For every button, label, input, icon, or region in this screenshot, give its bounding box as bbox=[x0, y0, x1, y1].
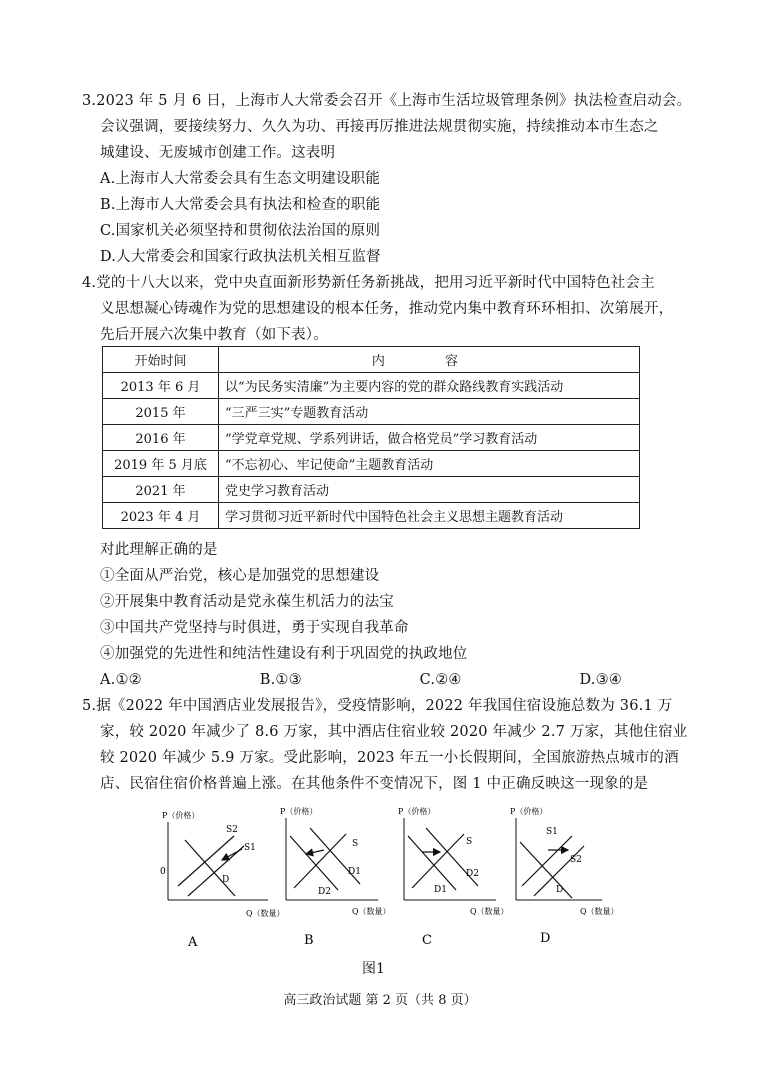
graph-d-label: S2 bbox=[570, 855, 582, 865]
page-footer: 高三政治试题 第 2 页（共 8 页） bbox=[283, 993, 477, 1008]
q4-line: 义思想凝心铸魂作为党的思想建设的根本任务，推动党内集中教育环环相扣、次第展开， bbox=[100, 301, 674, 317]
graph-a-label: S2 bbox=[226, 825, 238, 835]
graph-c-label: D1 bbox=[434, 885, 447, 895]
q4-statement: ①全面从严治党，核心是加强党的思想建设 bbox=[100, 568, 380, 584]
graph-c-label: S bbox=[466, 837, 473, 847]
graph-d-letter: D bbox=[540, 931, 551, 946]
q4-option-c[interactable]: C.②④ bbox=[419, 672, 462, 688]
question-4 bbox=[82, 270, 682, 348]
table-row bbox=[103, 477, 640, 503]
graph-d[interactable] bbox=[510, 806, 619, 946]
q5-line: 店、民宿住宿价格普遍上涨。在其他条件不变情况下，图 1 中正确反映这一现象的是 bbox=[100, 776, 649, 792]
q4-option-b[interactable]: B.①③ bbox=[259, 672, 302, 688]
table-cell-time: 2016 年 bbox=[103, 425, 219, 451]
graph-b[interactable] bbox=[280, 806, 391, 948]
table-row bbox=[103, 399, 640, 425]
graph-a[interactable] bbox=[160, 810, 285, 950]
table-cell-time: 2019 年 5 月底 bbox=[103, 451, 219, 477]
q5-line: 5.据《2022 年中国酒店业发展报告》，受疫情影响，2022 年我国住宿设施总数为 36.1 万 bbox=[82, 698, 673, 714]
graph-c-label: D2 bbox=[466, 869, 479, 879]
q3-line: 3.2023 年 5 月 6 日，上海市人大常委会召开《上海市生活垃圾管理条例》执法检查启动会。 bbox=[82, 93, 692, 109]
graph-b-label: D2 bbox=[318, 887, 331, 897]
education-table bbox=[102, 346, 640, 529]
q4-statement: ④加强党的先进性和纯洁性建设有利于巩固党的执政地位 bbox=[100, 646, 468, 662]
q4-option-a[interactable]: A.①② bbox=[100, 672, 142, 688]
table-row bbox=[103, 451, 640, 477]
q5-line: 家，较 2020 年减少了 8.6 万家，其中酒店住宿业较 2020 年减少 2.7 万家，其他住宿业 bbox=[100, 724, 688, 740]
graph-b-label: D1 bbox=[348, 867, 361, 877]
table-cell-time: 2023 年 4 月 bbox=[103, 503, 219, 529]
graph-c-ylabel: P（价格） bbox=[398, 807, 436, 816]
table-cell-time: 2021 年 bbox=[103, 477, 219, 503]
q4-line: 先后开展六次集中教育（如下表）。 bbox=[100, 327, 328, 343]
graph-d-ylabel: P（价格） bbox=[510, 807, 548, 816]
figure-1-graphs bbox=[150, 806, 619, 976]
q3-option-b[interactable]: B.上海市人大常委会具有执法和检查的职能 bbox=[100, 197, 381, 213]
graph-c-xlabel: Q（数量） bbox=[470, 907, 509, 916]
graph-a-label: S1 bbox=[244, 843, 256, 853]
table-cell-content: “三严三实”专题教育活动 bbox=[219, 399, 640, 425]
table-cell-content: “学党章党规、学系列讲话，做合格党员”学习教育活动 bbox=[219, 425, 640, 451]
table-header-time: 开始时间 bbox=[103, 347, 219, 373]
q3-option-d[interactable]: D.人大常委会和国家行政执法机关相互监督 bbox=[100, 249, 381, 265]
table-row bbox=[103, 373, 640, 399]
q4-option-d[interactable]: D.③④ bbox=[579, 672, 622, 688]
table-header-content: 内 容 bbox=[219, 347, 640, 373]
table-cell-content: 党史学习教育活动 bbox=[219, 477, 640, 503]
q3-option-c[interactable]: C.国家机关必须坚持和贯彻依法治国的原则 bbox=[100, 223, 381, 239]
graph-b-ylabel: P（价格） bbox=[280, 807, 318, 816]
q4-statement: ②开展集中教育活动是党永葆生机活力的法宝 bbox=[100, 594, 394, 610]
q4-statement: ③中国共产党坚持与时俱进，勇于实现自我革命 bbox=[100, 620, 409, 636]
question-5 bbox=[82, 693, 688, 797]
table-cell-content: 以“为民务实清廉”为主要内容的党的群众路线教育实践活动 bbox=[219, 373, 640, 399]
graph-a-ylabel: P（价格） bbox=[162, 811, 200, 820]
graph-b-xlabel: Q（数量） bbox=[352, 907, 391, 916]
question-4-continued bbox=[82, 537, 682, 693]
graph-a-xlabel: Q（数量） bbox=[246, 909, 285, 918]
q3-option-a[interactable]: A.上海市人大常委会具有生态文明建设职能 bbox=[100, 171, 381, 187]
graph-a-letter: A bbox=[188, 935, 198, 950]
graph-b-label: S bbox=[352, 839, 359, 849]
figure-label: 图1 bbox=[362, 961, 385, 977]
q5-line: 较 2020 年减少 5.9 万家。受此影响，2023 年五一小长假期间，全国旅游热点城市的酒 bbox=[100, 750, 679, 766]
graph-b-letter: B bbox=[304, 933, 314, 948]
table-header-row bbox=[103, 347, 640, 373]
table-row bbox=[103, 425, 640, 451]
graph-a-label: D bbox=[222, 875, 230, 885]
q4-prompt: 对此理解正确的是 bbox=[100, 542, 218, 558]
q3-line: 会议强调，要接续努力、久久为功、再接再厉推进法规贯彻实施，持续推动本市生态之 bbox=[100, 119, 659, 135]
graph-c[interactable] bbox=[398, 806, 509, 948]
table-row bbox=[103, 503, 640, 529]
table-cell-content: “不忘初心、牢记使命”主题教育活动 bbox=[219, 451, 640, 477]
q4-line: 4.党的十八大以来，党中央直面新形势新任务新挑战，把用习近平新时代中国特色社会主 bbox=[82, 275, 655, 291]
table-cell-time: 2015 年 bbox=[103, 399, 219, 425]
q4-options bbox=[82, 667, 682, 693]
graph-c-letter: C bbox=[422, 933, 432, 948]
graph-d-xlabel: Q（数量） bbox=[580, 907, 619, 916]
question-3 bbox=[82, 88, 692, 270]
table-cell-content: 学习贯彻习近平新时代中国特色社会主义思想主题教育活动 bbox=[219, 503, 640, 529]
q3-line: 城建设、无废城市创建工作。这表明 bbox=[100, 145, 336, 161]
graph-a-origin: 0 bbox=[160, 867, 166, 877]
table-cell-time: 2013 年 6 月 bbox=[103, 373, 219, 399]
graph-d-label: D bbox=[556, 885, 564, 895]
graph-d-label: S1 bbox=[546, 827, 558, 837]
